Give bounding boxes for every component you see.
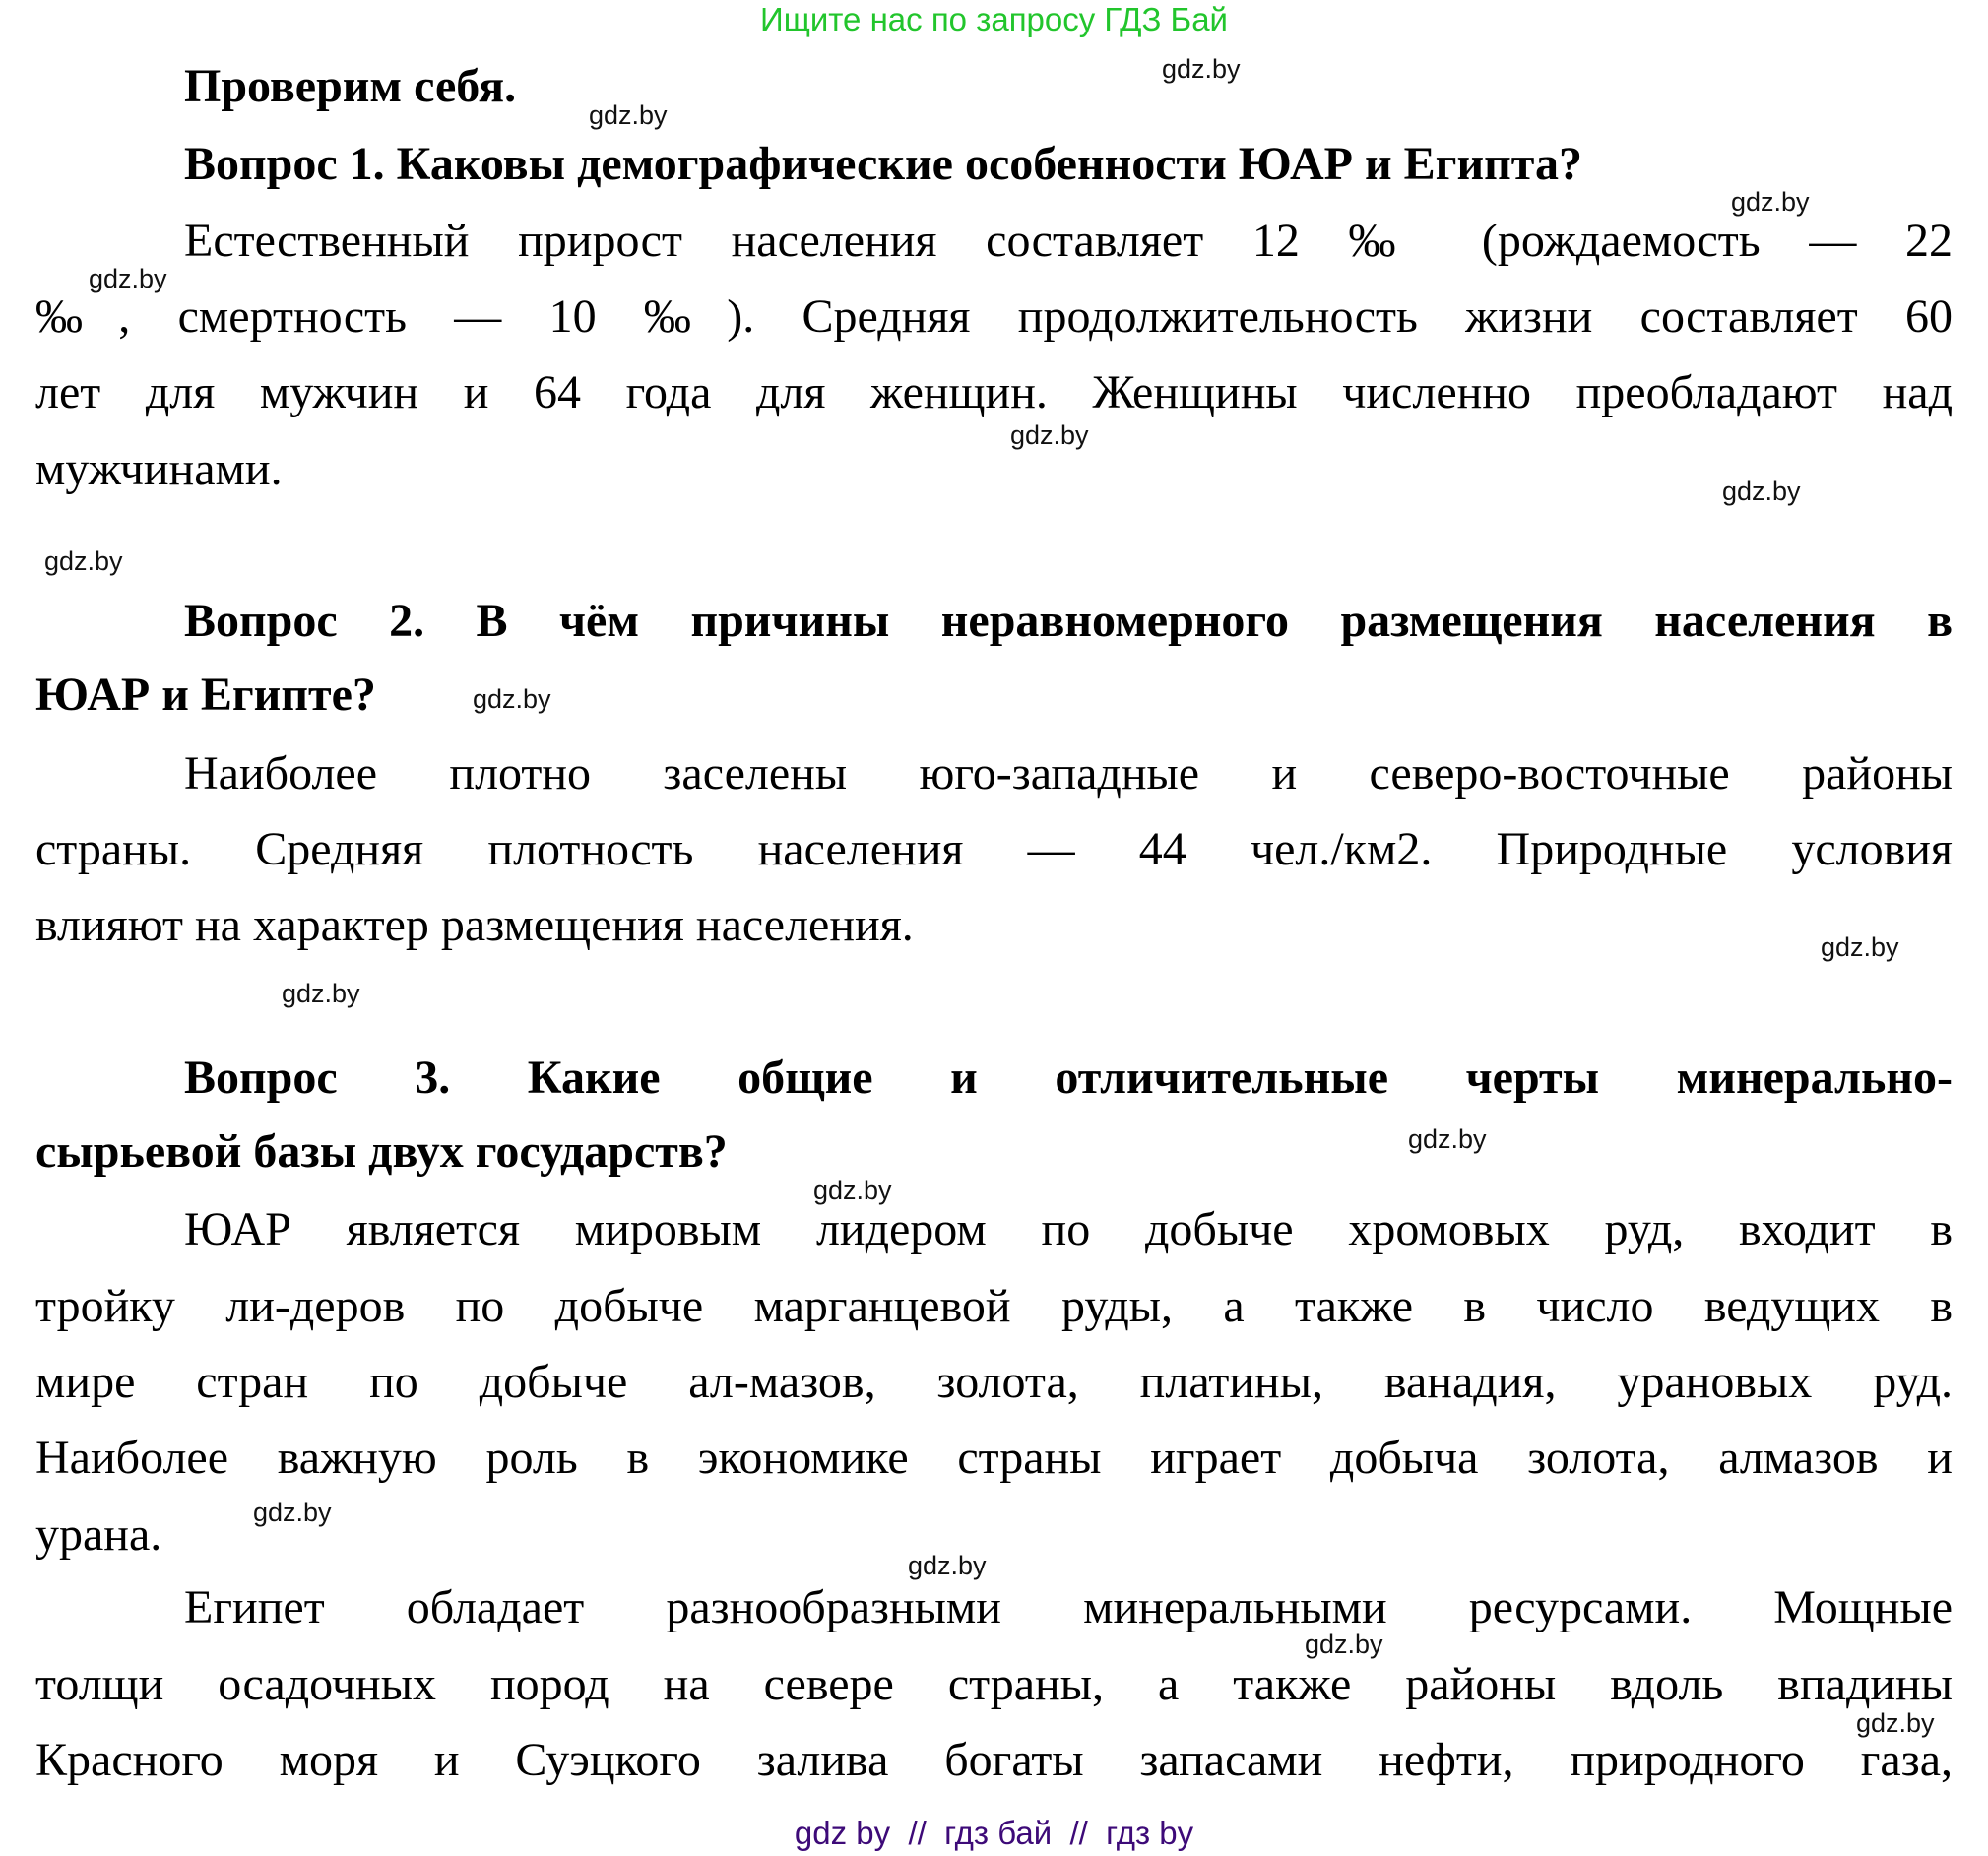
watermark: gdz.by: [1408, 1124, 1487, 1154]
watermark: gdz.by: [44, 546, 123, 576]
answer-1-line: ‰, смертность — 10 ‰). Средняя продолжительность жизни составляет 60: [35, 290, 1953, 343]
answer-2-line: страны. Средняя плотность населения — 44 чел./км2. Природные условия: [35, 823, 1953, 875]
watermark: gdz.by: [282, 979, 360, 1008]
watermark: gdz.by: [908, 1551, 987, 1580]
watermark: gdz.by: [473, 684, 551, 714]
search-banner: Ищите нас по запросу ГДЗ Бай: [760, 1, 1228, 37]
answer-3-line: толщи осадочных пород на севере страны, а также районы вдоль впадины: [35, 1658, 1953, 1710]
watermark: gdz.by: [1731, 187, 1810, 217]
watermark: gdz.by: [813, 1176, 892, 1205]
answer-3-line: Египет обладает разнообразными минеральными ресурсами. Мощные: [184, 1581, 1953, 1633]
answer-3-line: Наиболее важную роль в экономике страны играет добыча золота, алмазов и: [35, 1432, 1953, 1484]
answer-3-line: ЮАР является мировым лидером по добыче хромовых руд, входит в: [184, 1203, 1953, 1255]
footer-watermark: gdz by // гдз бай // гдз by: [794, 1815, 1194, 1851]
question-2-title: ЮАР и Египте?: [35, 669, 376, 721]
answer-3-line: тройку ли-деров по добыче марганцевой руды, а также в число ведущих в: [35, 1280, 1953, 1332]
watermark: gdz.by: [1821, 932, 1899, 962]
answer-3-line: мире стран по добыче ал-мазов, золота, платины, ванадия, урановых руд.: [35, 1356, 1953, 1408]
answer-3-line: урана.: [35, 1508, 162, 1561]
answer-2-line: Наиболее плотно заселены юго-западные и северо-восточные районы: [184, 747, 1953, 800]
watermark: gdz.by: [1305, 1630, 1383, 1659]
question-2-title: Вопрос 2. В чём причины неравномерного размещения населения в: [184, 595, 1953, 647]
watermark: gdz.by: [1162, 54, 1241, 84]
section-title: Проверим себя.: [184, 60, 517, 112]
watermark: gdz.by: [89, 264, 167, 293]
watermark: gdz.by: [589, 100, 668, 130]
watermark: gdz.by: [1010, 420, 1089, 450]
answer-1-line: лет для мужчин и 64 года для женщин. Женщины численно преобладают над: [35, 366, 1953, 418]
question-3-title: сырьевой базы двух государств?: [35, 1125, 728, 1178]
answer-2-line: влияют на характер размещения населения.: [35, 899, 914, 951]
answer-1-line: мужчинами.: [35, 443, 283, 495]
question-3-title: Вопрос 3. Какие общие и отличительные черты минерально-: [184, 1052, 1953, 1104]
answer-3-line: Красного моря и Суэцкого залива богаты запасами нефти, природного газа,: [35, 1734, 1953, 1786]
watermark: gdz.by: [1722, 477, 1801, 506]
watermark: gdz.by: [1856, 1708, 1935, 1738]
watermark: gdz.by: [253, 1498, 332, 1527]
answer-1-line: Естественный прирост населения составляет 12 ‰ (рождаемость — 22: [184, 215, 1953, 267]
question-1-title: Вопрос 1. Каковы демографические особенности ЮАР и Египта?: [184, 138, 1582, 190]
